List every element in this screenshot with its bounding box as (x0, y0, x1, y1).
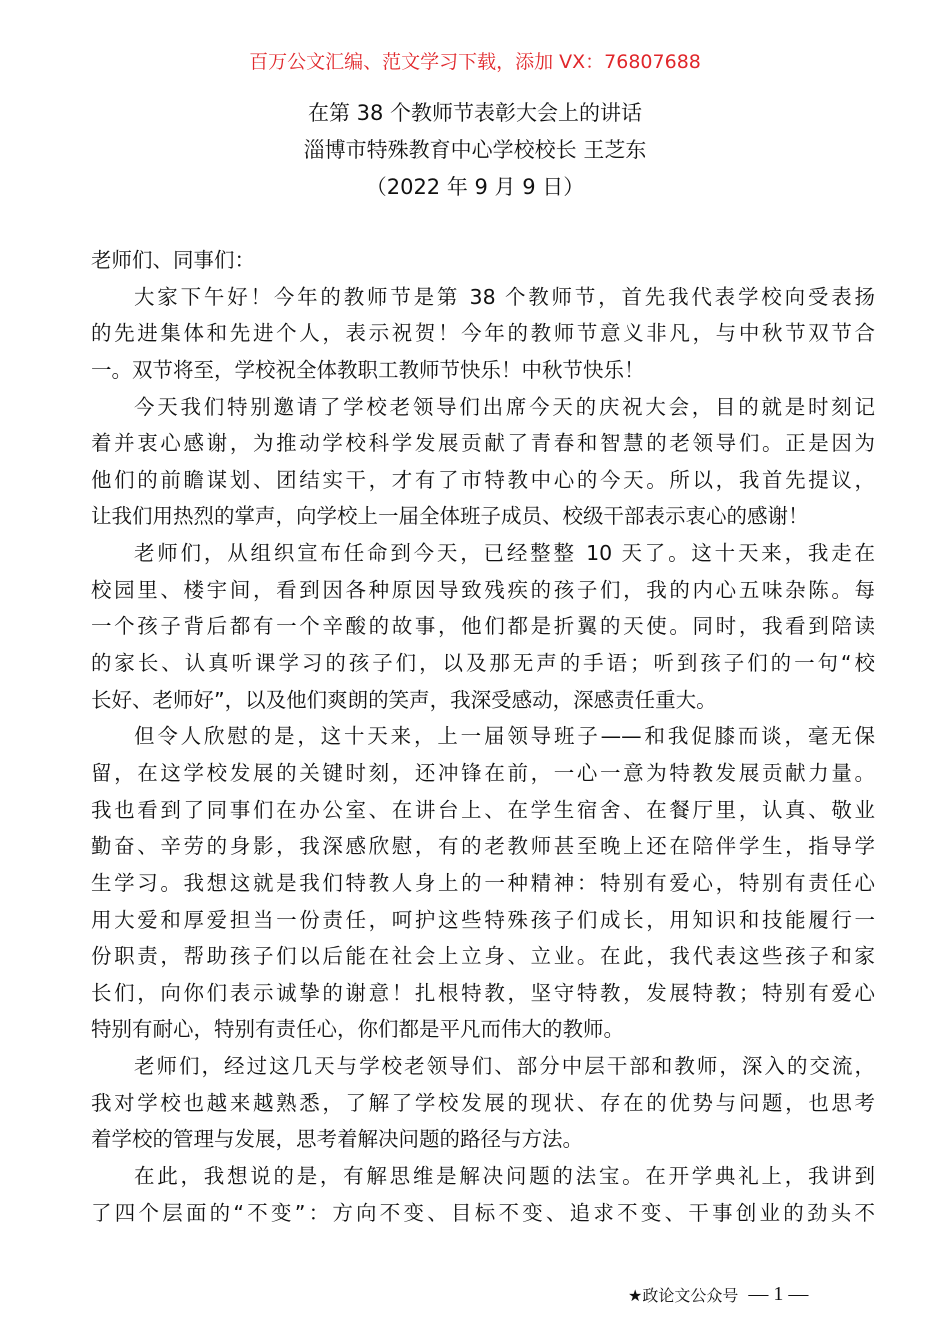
text-line: 大家下午好！今年的教师节是第 38 个教师节，首先我代表学校向受表扬 (134, 284, 875, 309)
text-line: 他们的前瞻谋划、团结实干，才有了市特教中心的今天。所以，我首先提议， (91, 467, 875, 492)
page-footer (628, 1283, 808, 1306)
text-line: 一。双节将至，学校祝全体教职工教师节快乐！中秋节快乐！ (91, 357, 645, 382)
paragraph (91, 720, 875, 1050)
text-line: 今天我们特别邀请了学校老领导们出席今天的庆祝大会，目的就是时刻记 (134, 394, 875, 419)
text-line: 了四个层面的“不变”：方向不变、目标不变、追求不变、干事创业的劲头不 (91, 1200, 875, 1225)
speech-author: 淄博市特殊教育中心学校校长 王芝东 (303, 138, 647, 162)
text-line: 老师们，从组织宣布任命到今天，已经整整 10 天了。这十天来，我走在 (134, 541, 875, 566)
text-line: 让我们用热烈的掌声，向学校上一届全体班子成员、校级干部表示衷心的感谢！ (91, 504, 809, 529)
text-line: 的先进集体和先进个人，表示祝贺！今年的教师节意义非凡，与中秋节双节合 (91, 321, 875, 346)
paragraph (91, 391, 875, 538)
paragraph (91, 1050, 875, 1160)
text-line: 留，在这学校发展的关键时刻，还冲锋在前，一心一意为特教发展贡献力量。 (91, 760, 875, 785)
text-line: 但令人欣慰的是，这十天来，上一届领导班子——和我促膝而谈，毫无保 (134, 724, 875, 749)
text-line: 老师们，经过这几天与学校老领导们、部分中层干部和教师，深入的交流， (134, 1054, 875, 1079)
page-number: — 1 — (748, 1283, 809, 1305)
speech-date: （2022 年 9 月 9 日） (365, 175, 585, 199)
paragraph (91, 281, 875, 391)
text-line: 用大爱和厚爱担当一份责任，呵护这些特殊孩子们成长，用知识和技能履行一 (91, 907, 875, 932)
text-line: 份职责，帮助孩子们以后能在社会上立身、立业。在此，我代表这些孩子和家 (91, 944, 875, 969)
text-line: 特别有耐心，特别有责任心，你们都是平凡而伟大的教师。 (91, 1017, 624, 1042)
text-line: 老师们、同事们： (91, 248, 255, 272)
text-line: 我也看到了同事们在办公室、在讲台上、在学生宿舍、在餐厅里，认真、敬业 (91, 797, 875, 822)
text-line: 着学校的管理与发展，思考着解决问题的路径与方法。 (91, 1127, 583, 1152)
speech-body (91, 244, 875, 1233)
text-line: 在此，我想说的是，有解思维是解决问题的法宝。在开学典礼上，我讲到 (134, 1164, 875, 1189)
text-line: 着并衷心感谢，为推动学校科学发展贡献了青春和智慧的老领导们。正是因为 (91, 431, 875, 456)
text-line: 勤奋、辛劳的身影，我深感欣慰，有的老教师甚至晚上还在陪伴学生，指导学 (91, 834, 875, 859)
paragraph (91, 537, 875, 720)
speech-title: 在第 38 个教师节表彰大会上的讲话 (307, 101, 643, 125)
text-line: 生学习。我想这就是我们特教人身上的一种精神：特别有爱心，特别有责任心 (91, 870, 875, 895)
footer-source: ★政论文公众号 (628, 1286, 739, 1305)
salutation (91, 244, 875, 281)
text-line: 的家长、认真听课学习的孩子们，以及那无声的手语；听到孩子们的一句“校 (91, 651, 875, 676)
text-line: 一个孩子背后都有一个辛酸的故事，他们都是折翼的天使。同时，我看到陪读 (91, 614, 875, 639)
text-line: 校园里、楼宇间，看到因各种原因导致残疾的孩子们，我的内心五味杂陈。每 (91, 577, 875, 602)
download-banner: 百万公文汇编、范文学习下载，添加 VX：76807688 (249, 51, 701, 73)
text-line: 长好、老师好”，以及他们爽朗的笑声，我深受感动，深感责任重大。 (91, 687, 717, 712)
text-line: 长们，向你们表示诚挚的谢意！扎根特教，坚守特教，发展特教；特别有爱心 (91, 980, 875, 1005)
text-line: 我对学校也越来越熟悉，了解了学校发展的现状、存在的优势与问题，也思考 (91, 1090, 875, 1115)
paragraph (91, 1160, 875, 1233)
